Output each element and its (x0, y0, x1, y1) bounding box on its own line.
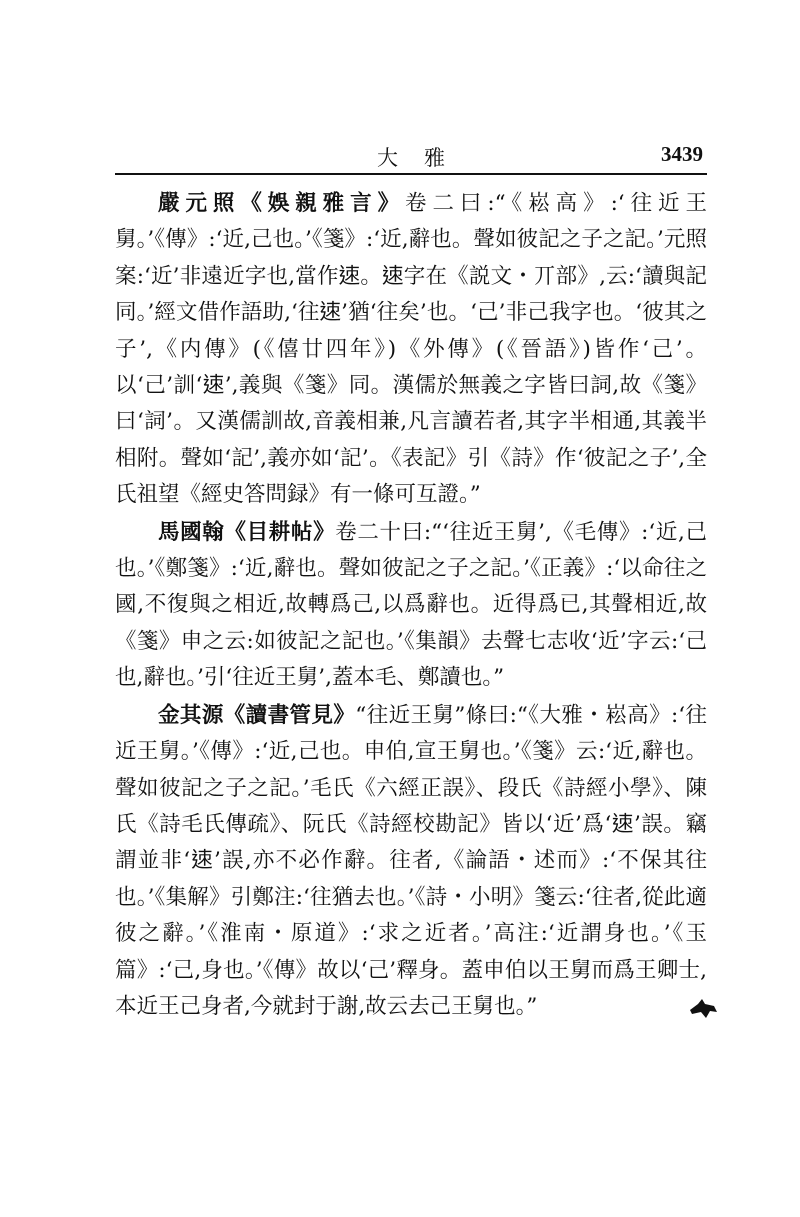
running-header (115, 138, 707, 172)
ink-blot-mark (688, 998, 718, 1020)
header-title: 大雅 (377, 146, 471, 170)
page-number: 3439 (661, 142, 703, 166)
paragraph-text: “往近王舅”條曰:“《大雅・崧高》:‘往近王舅。’《傳》:‘近,己也。申伯,宣王舅也。’《箋》云:‘近,辭也。聲如彼記之子之記。’毛氏《六經正誤》、段氏《詩經小學》、陳氏《詩毛氏傳疏》、阮氏《詩經校勘記》皆以‘近’爲‘𨒪’誤。竊謂並非‘𨒪’誤,亦不必作辭。往者,《論語・述而》:‘不保其往也。’《集解》引鄭注:‘往猶去也。’《詩・小明》箋云:‘往者,從此適彼之辭。’《淮南・原道》:‘求之近者。’高注:‘近謂身也。’《玉篇》:‘己,身也。’《傳》故以‘己’釋身。蓋申伯以王舅而爲王卿士,本近王己身者,今就封于謝,故云去己王舅也。” (115, 702, 707, 1019)
paragraph-jin-qiyuan (115, 698, 707, 1026)
paragraph-ma-guohan (115, 515, 707, 697)
page-body (115, 186, 707, 1025)
paragraph-lead: 嚴元照《娛親雅言》 (158, 191, 406, 216)
paragraph-yan-yuanzhao (115, 186, 707, 514)
paragraph-text: 卷二十曰:“‘往近王舅’,《毛傳》:‘近,己也。’《鄭箋》:‘近,辭也。聲如彼記之子之記。’《正義》:‘以命往之國,不復與之相近,故轉爲己,以爲辭也。近得爲已,其聲相近,故《箋》申之云:如彼記之記也。’《集韻》去聲七志收‘近’字云:‘己也,辭也。’引‘往近王舅’,蓋本毛、鄭讀也。” (115, 519, 707, 691)
paragraph-lead: 馬國翰《目耕帖》 (158, 519, 336, 545)
paragraph-lead: 金其源《讀書管見》 (158, 702, 356, 728)
paragraph-text: 卷二曰:“《崧高》:‘往近王舅。’《傳》:‘近,己也。’《箋》:‘近,辭也。聲如彼記之子之記。’元照案:‘近’非遠近字也,當作𨒪。𨒪字在《説文・丌部》,云:‘讀與記同。’經文借作語助,‘往𨒪’猶‘往矣’也。‘己’非己我字也。‘彼其之子’,《内傳》(《僖廿四年》)《外傳》(《晉語》)皆作‘己’。以‘己’訓‘𨒪’,義與《箋》同。漢儒於無義之字皆曰詞,故《箋》曰‘詞’。又漢儒訓故,音義相兼,凡言讀若者,其字半相通,其義半相附。聲如‘記’,義亦如‘記’。《表記》引《詩》作‘彼記之子’,全氏祖望《經史答問録》有一條可互證。” (115, 191, 707, 508)
header-rule (115, 173, 707, 175)
